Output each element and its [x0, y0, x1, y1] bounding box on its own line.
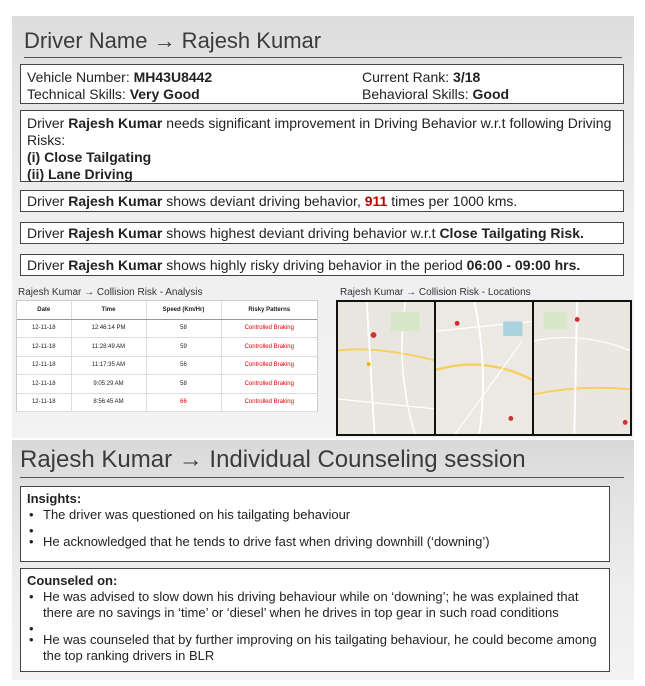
line-prefix: Driver	[27, 193, 69, 209]
map-pin-icon	[367, 362, 371, 366]
improvement-prefix: Driver	[27, 115, 69, 131]
insights-heading: Insights:	[27, 491, 82, 506]
pattern-cell: Controlled Braking	[221, 375, 317, 394]
table-row	[17, 319, 317, 338]
analysis-title: Rajesh Kumar → Collision Risk - Analysis	[18, 287, 203, 298]
date-cell: 12-11-18	[17, 319, 71, 338]
driver-name: Rajesh Kumar	[68, 225, 163, 241]
map-roads-graphic	[338, 302, 434, 434]
vehicle-info-box	[20, 64, 624, 104]
counseled-heading: Counseled on:	[27, 573, 118, 588]
time-cell: 12:46:14 PM	[71, 319, 146, 338]
improvement-box	[20, 110, 624, 182]
speed-cell: 58	[146, 375, 221, 394]
time-cell: 11:28:49 AM	[71, 338, 146, 357]
map-pin-icon	[508, 416, 513, 421]
improvement-text	[27, 115, 617, 149]
pattern-cell: Controlled Braking	[221, 319, 317, 338]
line-suffix: times per 1000 kms.	[387, 193, 518, 209]
pattern-cell: Controlled Braking	[221, 356, 317, 375]
vehicle-number-label: Vehicle Number:	[27, 69, 134, 85]
table-row	[17, 356, 317, 375]
list-item: • The driver was questioned on his tailgating behaviour	[27, 507, 603, 523]
driver-summary-slide	[12, 16, 634, 438]
spacer	[27, 621, 603, 632]
highest-risk-value: Close Tailgating Risk.	[439, 225, 584, 241]
risk-item: (i) Close Tailgating	[27, 149, 152, 165]
date-cell: 12-11-18	[17, 356, 71, 375]
line-prefix: Driver	[27, 225, 69, 241]
behavioral-skills-label: Behavioral Skills:	[362, 86, 473, 102]
line-text: shows highest deviant driving behavior w.r.t	[162, 225, 440, 241]
map-pin-icon	[455, 321, 460, 326]
map-panel[interactable]	[338, 302, 434, 434]
table-header-row	[17, 301, 317, 319]
map-panel[interactable]	[534, 302, 630, 434]
column-header: Speed (Km/Hr)	[146, 301, 221, 319]
date-cell: 12-11-18	[17, 393, 71, 412]
map-pin-icon	[575, 317, 580, 322]
risk-item: (ii) Lane Driving	[27, 166, 133, 182]
column-header: Risky Patterns	[221, 301, 317, 319]
technical-skills-label: Technical Skills:	[27, 86, 130, 102]
current-rank-label: Current Rank:	[362, 69, 454, 85]
speed-cell: 59	[146, 338, 221, 357]
pattern-cell: Controlled Braking	[221, 338, 317, 357]
line-text: shows highly risky driving behavior in the period	[162, 257, 467, 273]
spacer	[27, 523, 603, 534]
speed-cell: 56	[146, 356, 221, 375]
behavioral-skills-value: Good	[472, 86, 510, 102]
risky-period-line	[20, 254, 624, 276]
insights-box	[20, 486, 610, 562]
date-cell: 12-11-18	[17, 375, 71, 394]
list-item: • He was counseled that by further improving on his tailgating behaviour, he could become among the top ranking drivers in BLR	[27, 632, 603, 664]
column-header: Time	[71, 301, 146, 319]
driver-name: Rajesh Kumar	[68, 115, 163, 131]
time-cell: 9:05:29 AM	[71, 375, 146, 394]
risky-period-value: 06:00 - 09:00 hrs.	[466, 257, 581, 273]
vehicle-number-value: MH43U8442	[133, 69, 213, 85]
pattern-cell: Controlled Braking	[221, 393, 317, 412]
locations-title: Rajesh Kumar → Collision Risk - Locations	[340, 287, 531, 298]
map-panel[interactable]	[436, 302, 532, 434]
map-roads-graphic	[436, 302, 532, 434]
line-prefix: Driver	[27, 257, 69, 273]
table-row	[17, 338, 317, 357]
map-roads-graphic	[534, 302, 630, 434]
speed-cell: 58	[146, 319, 221, 338]
counseled-list	[27, 589, 603, 664]
list-item: • He was advised to slow down his driving behaviour while on ‘downing’; he was explained that there are no savings in ‘time’ or ‘diesel’ when he drives in top gear in such road conditions	[27, 589, 603, 621]
time-cell: 8:56:45 AM	[71, 393, 146, 412]
date-cell: 12-11-18	[17, 338, 71, 357]
improvement-body: needs significant improvement in Driving Behavior w.r.t following Driving Risks:	[27, 115, 612, 148]
line-text: shows deviant driving behavior,	[162, 193, 365, 209]
table-row	[17, 393, 317, 412]
counseled-box	[20, 568, 610, 672]
deviant-behavior-line	[20, 190, 624, 212]
counseling-slide	[12, 440, 634, 680]
counseling-title: Rajesh Kumar → Individual Counseling session	[20, 446, 624, 478]
page-title: Driver Name → Rajesh Kumar	[24, 28, 622, 58]
deviant-count: 911	[364, 193, 388, 209]
map-pin-icon	[371, 332, 377, 338]
collision-location-maps	[336, 300, 632, 436]
collision-risk-table	[16, 300, 318, 412]
column-header: Date	[17, 301, 71, 319]
speed-cell: 66	[146, 393, 221, 412]
map-pin-icon	[623, 420, 628, 425]
time-cell: 11:17:35 AM	[71, 356, 146, 375]
driver-name: Rajesh Kumar	[68, 257, 163, 273]
table-row	[17, 375, 317, 394]
insights-list	[27, 507, 603, 550]
technical-skills-value: Very Good	[129, 86, 200, 102]
current-rank-value: 3/18	[453, 69, 481, 85]
driver-name: Rajesh Kumar	[68, 193, 163, 209]
list-item: • He acknowledged that he tends to drive fast when driving downhill (‘downing’)	[27, 534, 603, 550]
highest-risk-line	[20, 222, 624, 244]
